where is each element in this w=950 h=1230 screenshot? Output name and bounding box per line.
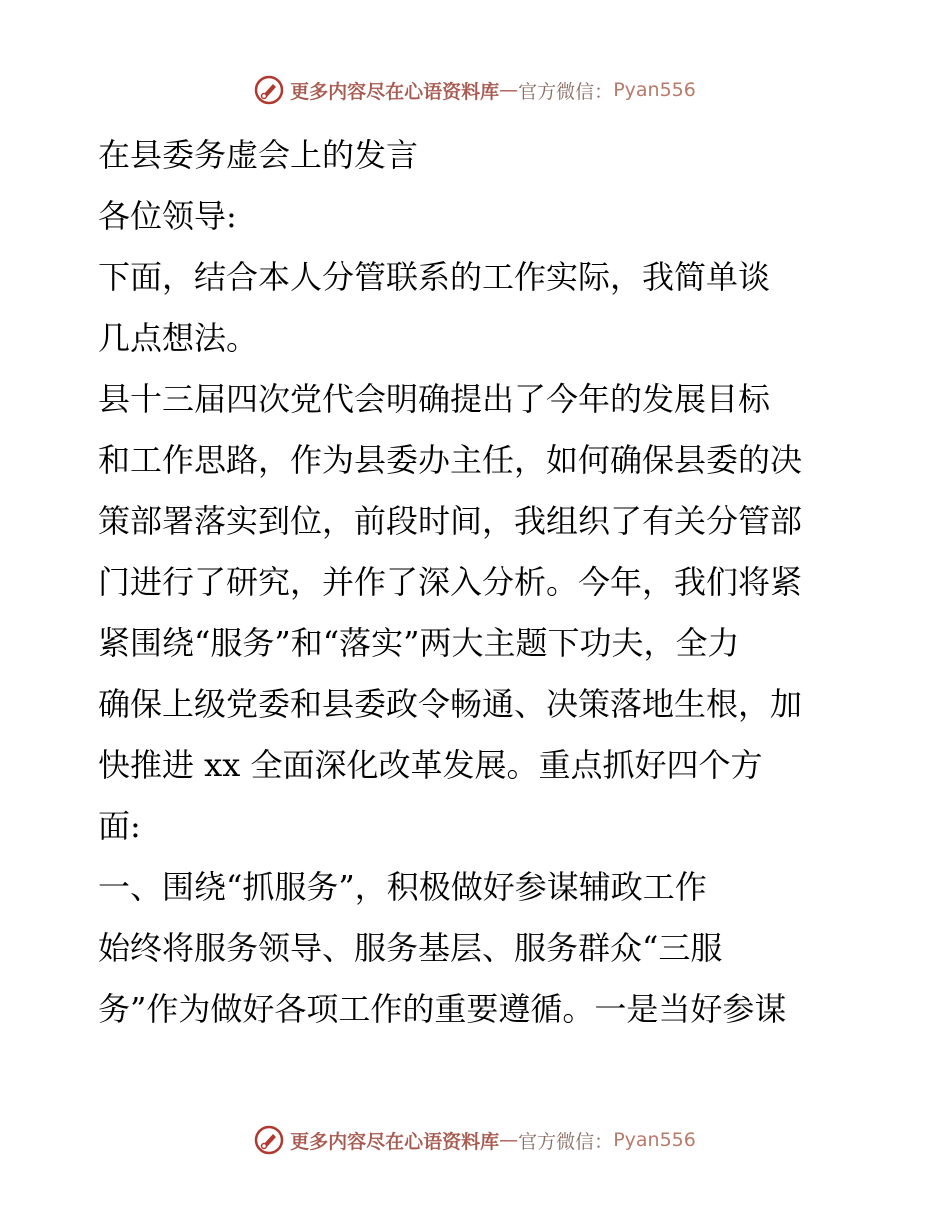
watermark-id: Pyan556 xyxy=(613,1129,696,1151)
paragraph-line: 务”作为做好各项工作的重要遵循。一是当好参谋 xyxy=(98,990,787,1028)
watermark-label: 官方微信： xyxy=(518,1130,614,1153)
paragraph-line: 几点想法。 xyxy=(98,319,259,357)
paragraph-line: 门进行了研究，并作了深入分析。今年，我们将紧 xyxy=(98,563,803,601)
document-title: 在县委务虚会上的发言 xyxy=(98,136,419,174)
salutation: 各位领导: xyxy=(98,197,237,235)
section-heading: 一、围绕“抓服务”，积极做好参谋辅政工作 xyxy=(98,868,707,906)
paragraph-line: 快推进 xx 全面深化改革发展。重点抓好四个方 xyxy=(98,746,763,784)
paragraph-line: 始终将服务领导、服务基层、服务群众“三服 xyxy=(98,929,723,967)
paragraph-line: 紧围绕“服务”和“落实”两大主题下功夫，全力 xyxy=(98,624,740,662)
watermark-brand: 更多内容尽在心语资料库 xyxy=(290,80,500,103)
paragraph-line: 县十三届四次党代会明确提出了今年的发展目标 xyxy=(98,380,771,418)
watermark-label: 官方微信： xyxy=(518,80,614,103)
watermark-footer xyxy=(0,1120,950,1160)
watermark-brand: 更多内容尽在心语资料库 xyxy=(290,1130,500,1153)
watermark-id: Pyan556 xyxy=(613,79,696,101)
paragraph-line: 面: xyxy=(98,807,141,845)
paragraph-line: 和工作思路，作为县委办主任，如何确保县委的决 xyxy=(98,441,803,479)
document-body xyxy=(98,125,858,1040)
paragraph-line: 下面，结合本人分管联系的工作实际，我简单谈 xyxy=(98,258,771,296)
logo-icon xyxy=(254,75,284,105)
watermark-dash: — xyxy=(499,1129,519,1151)
paragraph-line: 策部署落实到位，前段时间，我组织了有关分管部 xyxy=(98,502,803,540)
watermark-dash: — xyxy=(499,79,519,101)
watermark-header xyxy=(0,70,950,110)
logo-icon xyxy=(254,1125,284,1155)
paragraph-line: 确保上级党委和县委政令畅通、决策落地生根，加 xyxy=(98,685,803,723)
